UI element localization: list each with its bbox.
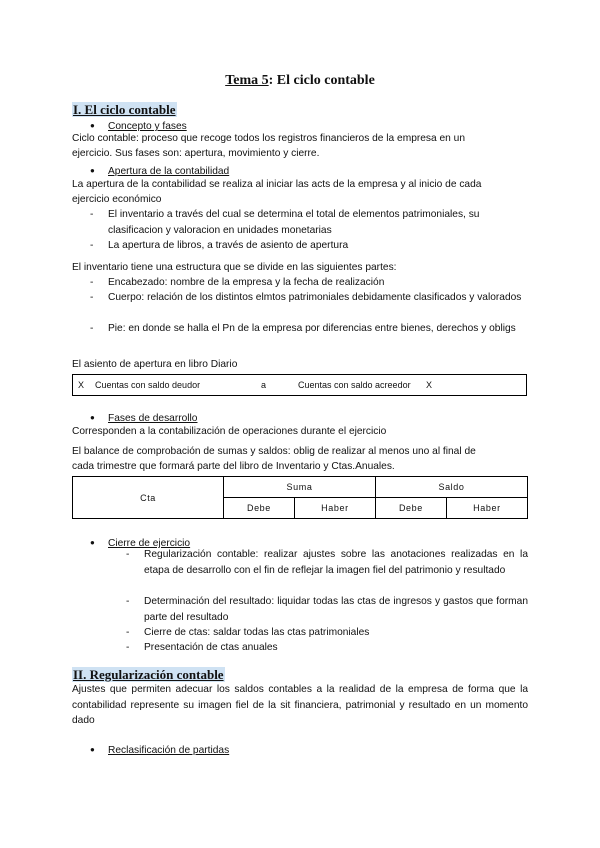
paragraph-line: El balance de comprobación de sumas y saldos: oblig de realizar al menos uno al final de [72,446,476,457]
bullet-reclasificacion: ● Reclasificación de partidas [90,745,230,756]
dash-item: - La apertura de libros, a través de asiento de apertura [90,240,349,251]
paragraph-line: El inventario tiene una estructura que se divide en las siguientes partes: [72,262,397,273]
paragraph-line: La apertura de la contabilidad se realiza al iniciar las acts de la empresa y al inicio de cada [72,179,482,190]
header-haber: Haber [446,498,527,519]
header-debe: Debe [224,498,295,519]
dash-item: - Encabezado: nombre de la empresa y la fecha de realización [90,277,385,288]
dash-item: - Pie: en donde se halla el Pn de la empresa por diferencias entre bienes, derechos y obligs [90,323,516,334]
paragraph: Ajustes que permiten adecuar los saldos contables a la realidad de la empresa de forma que la contabilidad represente su imagen fiel de la sit financiera, patrimonial y resultado en un momento dado [72,684,528,726]
paragraph-line: ejercicio económico [72,194,162,205]
bullet-apertura: ● Apertura de la contabilidad [90,166,230,177]
paragraph-line: El asiento de apertura en libro Diario [72,359,238,370]
paragraph-line: Corresponden a la contabilización de operaciones durante el ejercicio [72,426,387,437]
dash-item: - Regularización contable: realizar ajustes sobre las anotaciones realizadas en la etapa de desarrollo con el fin de reflejar la imagen fiel del patrimonio y resultado [126,549,528,576]
paragraph-line: ejercicio. Sus fases son: apertura, movimiento y cierre. [72,148,320,159]
header-debe: Debe [375,498,446,519]
header-haber: Haber [294,498,375,519]
paragraph-line: Ciclo contable: proceso que recoge todos los registros financieros de la empresa en un [72,133,466,144]
paragraph-line: cada trimestre que formará parte del libro de Inventario y Ctas.Anuales. [72,461,395,472]
dash-item: - Presentación de ctas anuales [126,642,278,653]
asiento-apertura-box: X Cuentas con saldo deudor a Cuentas con saldo acreedor X [72,374,527,396]
balance-table [72,476,528,519]
section-heading-regularizacion: II. Regularización contable [73,667,224,682]
document-title: Tema 5: El ciclo contable [225,73,375,88]
header-saldo: Saldo [375,477,527,498]
section-heading-ciclo-contable: I. El ciclo contable [73,102,176,117]
header-cta: Cta [73,477,224,519]
header-suma: Suma [224,477,376,498]
table-row [73,477,528,498]
dash-item: - Determinación del resultado: liquidar todas las ctas de ingresos y gastos que forman parte del resultado [126,596,528,623]
dash-item: - Cierre de ctas: saldar todas las ctas patrimoniales [126,627,370,638]
dash-item: - Cuerpo: relación de los distintos elmtos patrimoniales debidamente clasificados y valorados [90,292,522,303]
bullet-concepto-y-fases: ● Concepto y fases [90,121,187,132]
bullet-cierre-ejercicio: ● Cierre de ejercicio [90,538,191,549]
bullet-fases-desarrollo: ● Fases de desarrollo [90,413,198,424]
dash-item: - El inventario a través del cual se determina el total de elementos patrimoniales, su clasificacion y valoracion en unidades monetarias [90,209,480,236]
